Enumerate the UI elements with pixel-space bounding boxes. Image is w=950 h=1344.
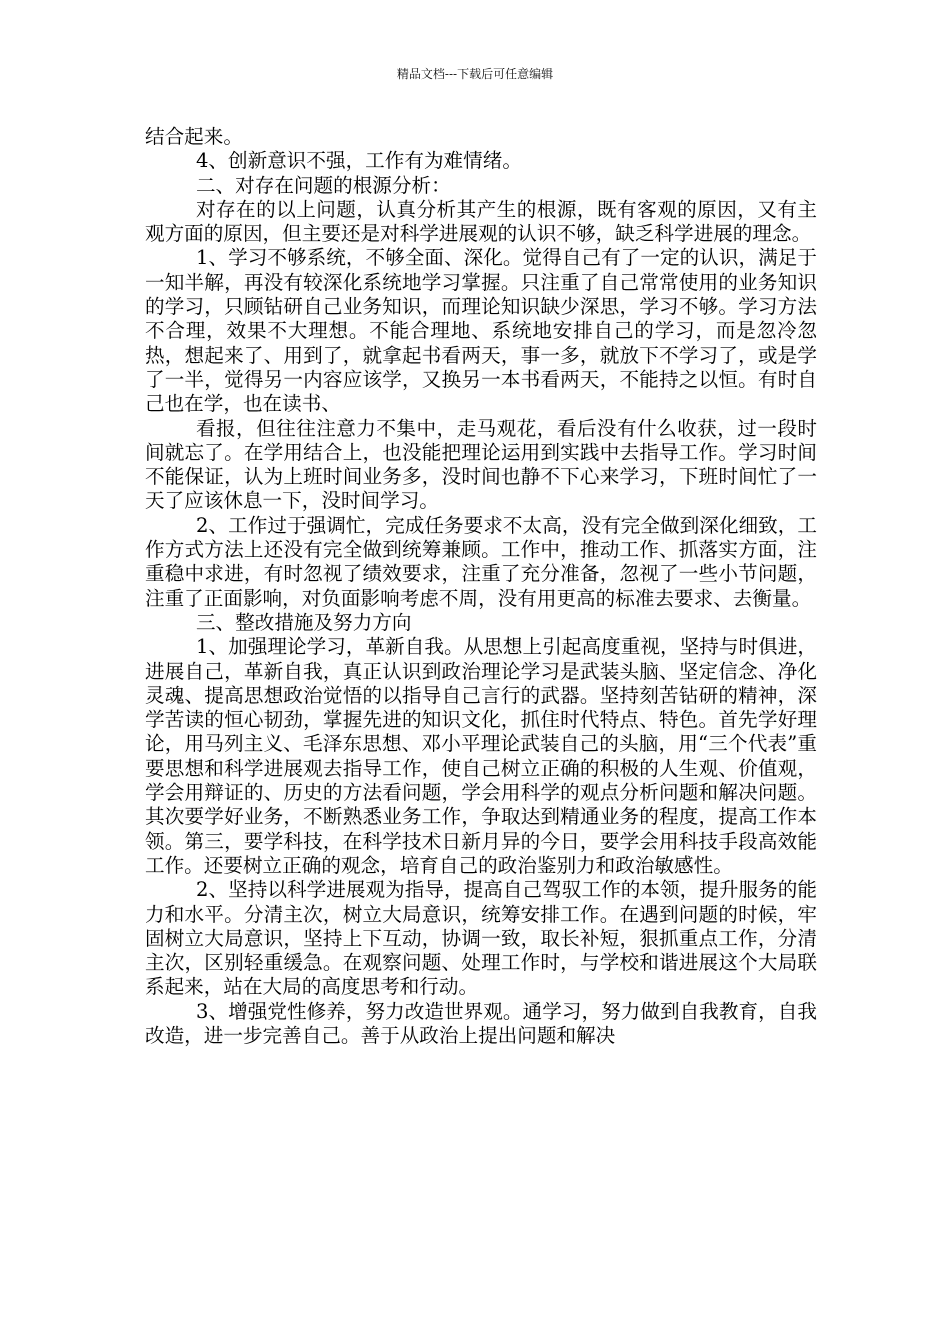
- paragraph-3: 对存在的以上问题，认真分析其产生的根源，既有客观的原因，又有主观方面的原因，但主要还是对科学进展观的认识不够，缺乏科学进展的理念。: [145, 197, 817, 246]
- paragraph-9: 3、增强党性修养，努力改造世界观。通学习，努力做到自我教育，自我改造，进一步完善自己。善于从政治上提出问题和解决: [145, 999, 817, 1047]
- section-heading-3: 三、整改措施及努力方向: [195, 610, 412, 634]
- paragraph-8: 2、坚持以科学进展观为指导，提高自己驾驭工作的本领，提升服务的能力和水平。分清主次，树立大局意识，统筹安排工作。在遇到问题的时候，牢固树立大局意识，坚持上下互动，协调一致，取长补短，狠抓重点工作，分清主次，区别轻重缓急。在观察问题、处理工作时，与学校和谐进展这个大局联系起来，站在大局的高度思考和行动。: [145, 878, 817, 999]
- page-header: 精品文档---下载后可任意编辑: [396, 67, 554, 81]
- section-heading-2: 二、对存在问题的根源分析：: [195, 173, 451, 197]
- paragraph-1: 结合起来。: [145, 125, 243, 148]
- paragraph-6: 2、工作过于强调忙，完成任务要求不太高，没有完全做到深化细致，工作方式方法上还没有完全做到统筹兼顾。工作中，推动工作、抓落实方面，注重稳中求进，有时忽视了绩效要求，注重了充分准备，忽视了一些小节问题，注重了正面影响，对负面影响考虑不周，没有用更高的标准去要求、去衡量。: [145, 513, 817, 610]
- document-body: [145, 125, 817, 1048]
- paragraph-5: 看报，但往往注意力不集中，走马观花，看后没有什么收获，过一段时间就忘了。在学用结合上，也没能把理论运用到实践中去指导工作。学习时间不能保证，认为上班时间业务多，没时间也静不下心来学习，下班时间忙了一天了应该休息一下，没时间学习。: [145, 416, 817, 513]
- paragraph-2: 4、创新意识不强，工作有为难情绪。: [195, 149, 522, 173]
- paragraph-7: 1、加强理论学习，革新自我。从思想上引起高度重视，坚持与时俱进，进展自己，革新自我，真正认识到政治理论学习是武装头脑、坚定信念、净化灵魂、提高思想政治觉悟的以指导自己言行的武器。坚持刻苦钻研的精神，深学苦读的恒心韧劲，掌握先进的知识文化，抓住时代特点、特色。首先学好理论，用马列主义、毛泽东思想、邓小平理论武装自己的头脑，用“三个代表”重要思想和科学进展观去指导工作，使自己树立正确的积极的人生观、价值观，学会用辩证的、历史的方法看问题，学会用科学的观点分析问题和解决问题。其次要学好业务，不断熟悉业务工作，争取达到精通业务的程度，提高工作本领。第三，要学科技，在科学技术日新月异的今日，要学会用科技手段高效能工作。还要树立正确的观念，培育自己的政治鉴别力和政治敏感性。: [145, 635, 817, 877]
- paragraph-4: 1、学习不够系统，不够全面、深化。觉得自己有了一定的认识，满足于一知半解，再没有较深化系统地学习掌握。只注重了自己常常使用的业务知识的学习，只顾钻研自己业务知识，而理论知识缺少深思，学习不够。学习方法不合理，效果不大理想。不能合理地、系统地安排自己的学习，而是忽冷忽热，想起来了、用到了，就拿起书看两天，事一多，就放下不学习了，或是学了一半，觉得另一内容应该学，又换另一本书看两天，不能持之以恒。有时自己也在学，也在读书、: [145, 246, 817, 416]
